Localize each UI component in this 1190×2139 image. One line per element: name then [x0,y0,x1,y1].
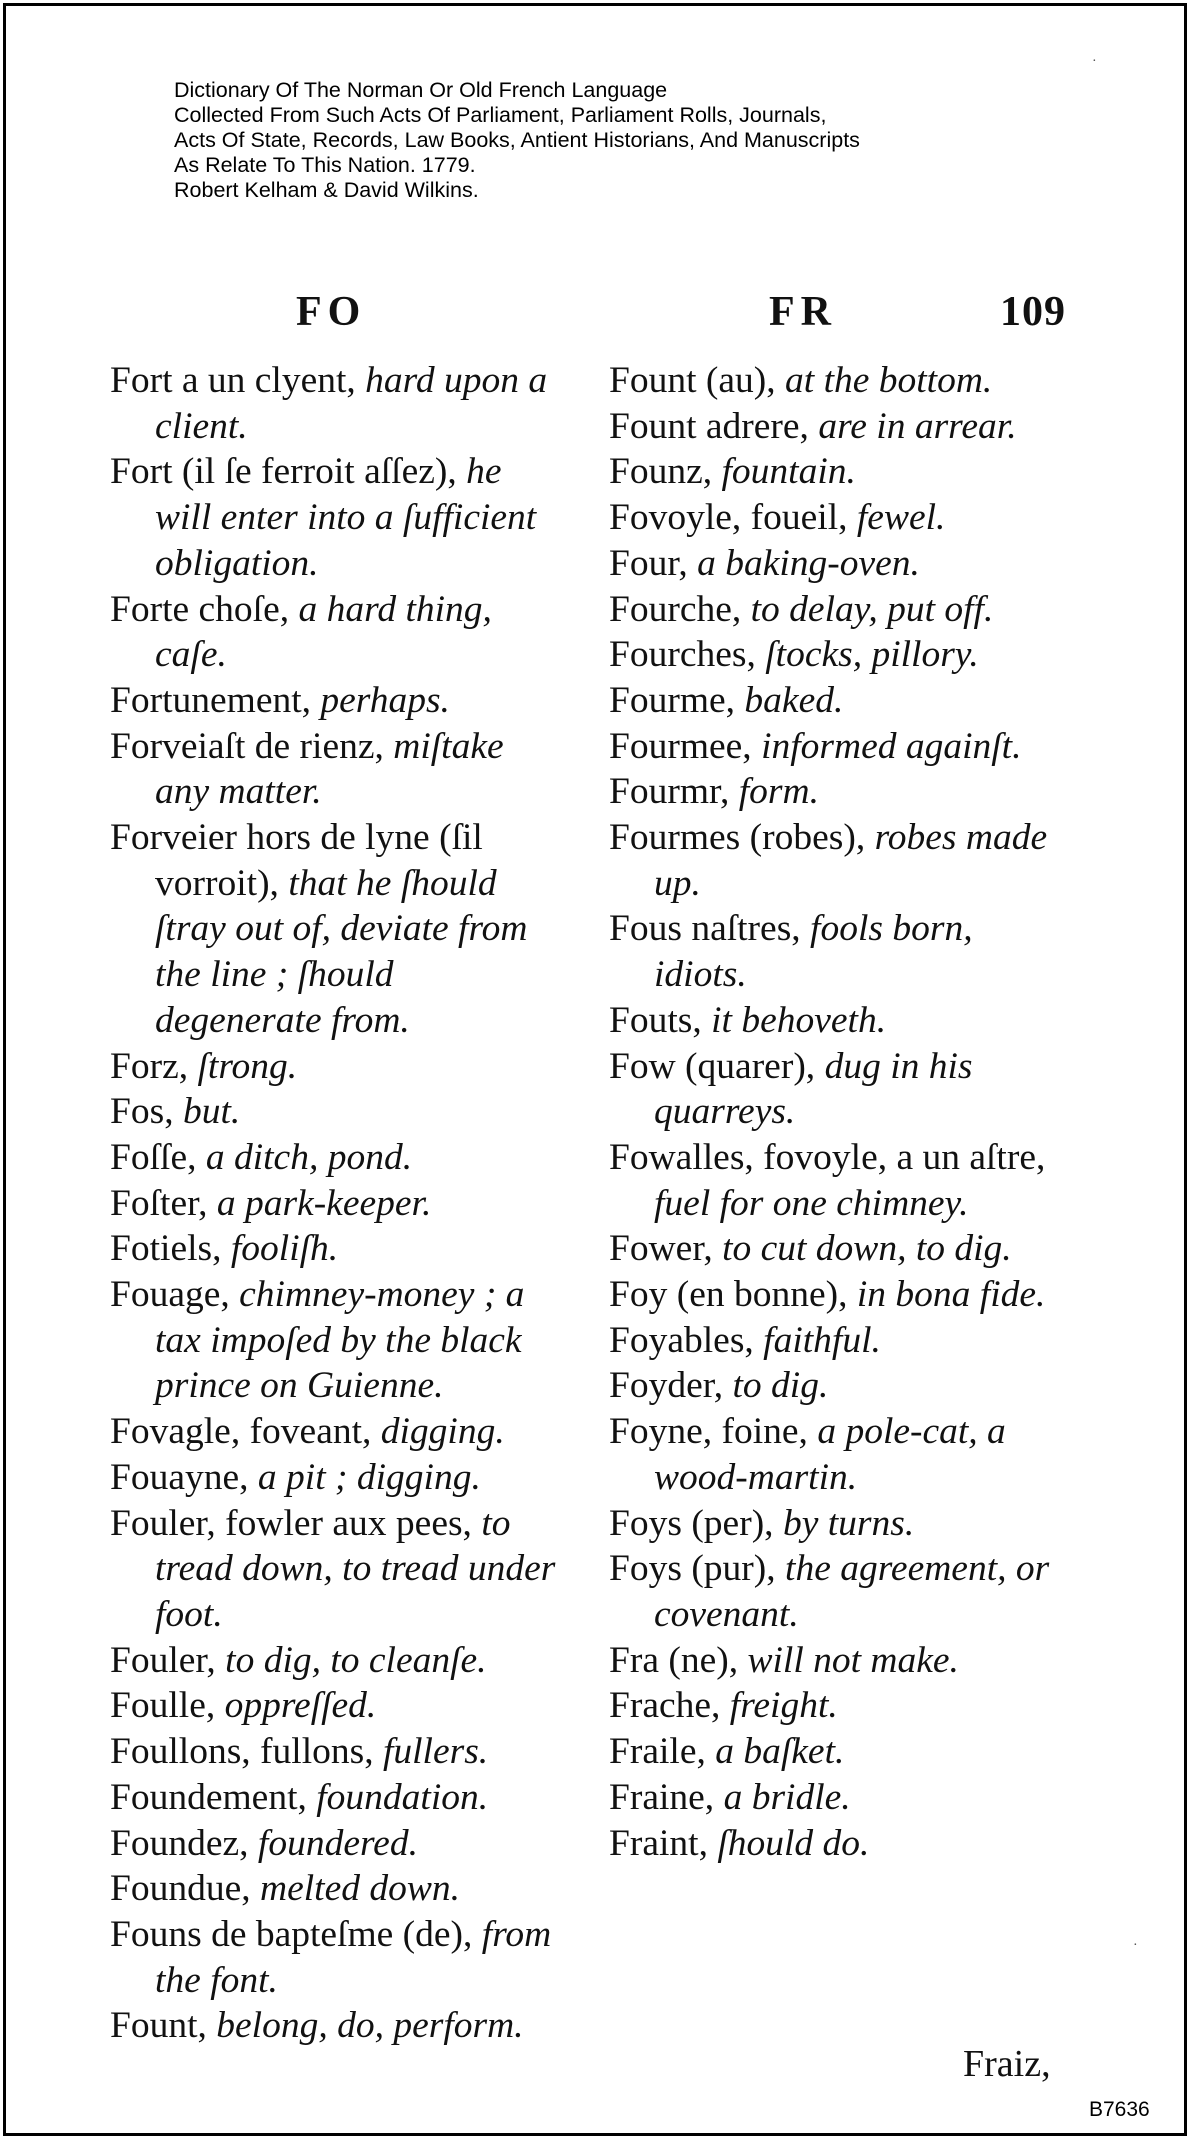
image-code: B7636 [1089,2098,1150,2121]
dictionary-entry [110,724,566,815]
entry-definition: fooliſh. [230,1228,339,1270]
entry-headword: Fourme, [609,679,736,721]
dictionary-entry [110,1135,566,1181]
entry-definition: chimney-money ; a tax impoſed by the black prince on Guienne. [155,1274,525,1407]
entry-definition: that he ſhould ſtray out of, deviate from the line ; ſhould degenerate from. [155,862,528,1041]
right-column [609,358,1069,1866]
entry-definition: the agreement, or covenant. [654,1548,1050,1635]
entry-definition: he will enter into a ſufficient obligation. [155,451,537,584]
entry-headword: Forveier hors de lyne (ſil vorroit), [110,817,483,904]
entry-headword: Fowalles, fovoyle, a un aſtre, [609,1136,1046,1178]
header-line: Collected From Such Acts Of Parliament, Parliament Rolls, Journals, [174,103,827,127]
entry-headword: Foyables, [609,1319,754,1361]
entry-definition: a pit ; digging. [257,1456,481,1498]
entry-headword: Fouage, [110,1274,230,1316]
entry-headword: Fourches, [609,634,756,676]
entry-headword: Fourmee, [609,725,752,767]
dictionary-entry [609,1501,1069,1547]
entry-definition: a baking-oven. [697,542,920,584]
dictionary-entry [609,632,1069,678]
entry-headword: Fount, [110,2005,207,2047]
entry-headword: Foyne, foine, [609,1411,808,1453]
entry-headword: Fouts, [609,999,702,1041]
dictionary-entry [609,1363,1069,1409]
dictionary-entry [110,1638,566,1684]
entry-headword: Fraine, [609,1776,715,1818]
dictionary-entry [110,1455,566,1501]
dictionary-entry [609,815,1069,906]
dictionary-entry [609,998,1069,1044]
entry-definition: belong, do, perform. [216,2005,524,2047]
entry-definition: faithful. [763,1319,881,1361]
entry-definition: to dig, to cleanſe. [225,1639,487,1681]
page-number: 109 [1000,289,1066,335]
dictionary-entry [110,1272,566,1409]
entry-headword: Fotiels, [110,1228,222,1270]
entry-headword: Fouler, fowler aux pees, [110,1502,472,1544]
entry-headword: Fovagle, foveant, [110,1411,372,1453]
entry-definition: to cut down, to dig. [722,1228,1012,1270]
entry-definition: dug in his quarreys. [654,1045,973,1133]
entry-headword: Fous naſtres, [609,908,801,950]
entry-headword: Foundez, [110,1822,249,1864]
header-line: Acts Of State, Records, Law Books, Antient Historians, And Manuscripts [174,128,860,152]
entry-definition: informed againſt. [761,725,1022,767]
dictionary-entry [110,1729,566,1775]
entry-headword: Fort (il ſe ferroit aſſez), [110,451,457,493]
dictionary-entry [110,1501,566,1638]
dictionary-entry [609,678,1069,724]
entry-definition: a pole-cat, a wood-martin. [654,1411,1006,1498]
entry-definition: are in arrear. [818,405,1017,447]
entry-definition: by turns. [782,1502,915,1544]
entry-headword: Fort a un clyent, [110,360,356,401]
dictionary-entry [609,449,1069,495]
header-line: Dictionary Of The Norman Or Old French Language [174,78,668,102]
dictionary-entry [609,1729,1069,1775]
entry-headword: Fourche, [609,588,742,630]
entry-headword: Foys (per), [609,1502,774,1544]
entry-definition: a park-keeper. [216,1182,432,1224]
entry-definition: form. [738,771,819,813]
entry-definition: a hard thing, caſe. [155,588,492,676]
entry-definition: robes made up. [654,817,1048,904]
header-line: Robert Kelham & David Wilkins. [174,178,479,202]
entry-headword: Fount (au), [609,360,776,401]
dictionary-entry [110,678,566,724]
entry-definition: ſtrong. [197,1045,298,1087]
entry-headword: Fortunement, [110,679,312,721]
dictionary-entry [609,495,1069,541]
entry-definition: melted down. [260,1868,460,1910]
dictionary-entry [609,769,1069,815]
entry-headword: Foulle, [110,1685,216,1727]
speck-mark: · [1133,1938,1138,1953]
entry-headword: Fraile, [609,1731,706,1773]
entry-definition: from the font. [155,1913,552,2001]
entry-headword: Foundement, [110,1776,307,1818]
entry-headword: Fourmes (robes), [609,817,866,859]
dictionary-entry [110,1226,566,1272]
entry-headword: Fow (quarer), [609,1045,816,1087]
entry-headword: Fraint, [609,1822,708,1864]
dictionary-entry [110,1409,566,1455]
dictionary-entry [110,1821,566,1867]
entry-headword: Foys (pur), [609,1548,776,1590]
entry-definition: fullers. [382,1731,489,1773]
catchword: Fraiz, [963,2043,1051,2085]
entry-definition: fewel. [856,497,946,539]
entry-headword: Foundue, [110,1868,251,1910]
dictionary-entry [110,449,566,586]
dictionary-entry [609,906,1069,997]
entry-headword: Fourmr, [609,771,730,813]
entry-definition: foundation. [316,1776,489,1818]
entry-definition: but. [182,1091,241,1133]
entry-headword: Foſſe, [110,1136,197,1178]
dictionary-entry [110,2003,566,2049]
header-line: As Relate To This Nation. 1779. [174,153,476,177]
entry-definition: to tread down, to tread under foot. [155,1502,556,1635]
dictionary-entry [609,1683,1069,1729]
entry-headword: Fount adrere, [609,405,809,447]
dictionary-entry [609,1409,1069,1500]
entry-headword: Foſter, [110,1182,208,1224]
entry-definition: digging. [380,1411,505,1453]
dictionary-entry [609,587,1069,633]
entry-headword: Foullons, fullons, [110,1731,374,1773]
entry-headword: Fouler, [110,1639,216,1681]
entry-definition: freight. [729,1685,838,1727]
entry-definition: fountain. [721,451,856,493]
running-head-right: FR [769,289,837,335]
document-header [174,78,860,203]
entry-headword: Fower, [609,1228,713,1270]
dictionary-entry [609,1775,1069,1821]
dictionary-entry [609,724,1069,770]
entry-definition: hard upon a client. [155,360,548,447]
entry-headword: Forte choſe, [110,588,290,630]
entry-headword: Frache, [609,1685,721,1727]
entry-definition: at the bottom. [785,360,993,401]
dictionary-entry [609,1821,1069,1867]
entry-definition: foundered. [257,1822,418,1864]
dictionary-entry [609,1638,1069,1684]
dictionary-entry [609,1546,1069,1637]
dictionary-entry [609,1226,1069,1272]
entry-definition: will not make. [747,1639,959,1681]
entry-definition: perhaps. [320,679,450,721]
dictionary-entry [609,404,1069,450]
dictionary-entry [110,1775,566,1821]
running-head-left: FO [296,289,367,335]
dictionary-entry [609,1044,1069,1135]
entry-definition: fools born, idiots. [654,908,973,996]
dictionary-entry [110,1912,566,2003]
dictionary-entry [609,358,1069,404]
dictionary-entry [110,815,566,1044]
entry-definition: a bridle. [723,1776,851,1818]
dictionary-entry [110,1181,566,1227]
entry-headword: Fouayne, [110,1456,249,1498]
entry-headword: Four, [609,542,688,584]
entry-headword: Founs de bapteſme (de), [110,1913,473,1955]
entry-headword: Forveiaſt de rienz, [110,725,384,767]
entry-definition: baked. [744,679,844,721]
entry-definition: to delay, put off. [750,588,994,630]
entry-definition: in bona fide. [856,1274,1046,1316]
entry-headword: Fra (ne), [609,1639,739,1681]
dictionary-entry [609,1318,1069,1364]
dictionary-entry [609,1135,1069,1226]
dictionary-entry [609,1272,1069,1318]
entry-headword: Foyder, [609,1365,724,1407]
entry-headword: Forz, [110,1045,189,1087]
page-frame [3,3,1187,2136]
entry-definition: to dig. [732,1365,829,1407]
entry-headword: Fovoyle, foueil, [609,497,848,539]
entry-definition: ſhould do. [717,1822,870,1864]
dictionary-entry [110,1089,566,1135]
entry-headword: Foy (en bonne), [609,1274,848,1316]
dictionary-entry [110,358,566,449]
entry-definition: fuel for one chimney. [654,1182,969,1224]
entry-headword: Fos, [110,1091,174,1133]
entry-definition: a ditch, pond. [205,1136,413,1178]
entry-headword: Founz, [609,451,713,493]
entry-definition: a baſket. [715,1731,845,1773]
entry-definition: it behoveth. [711,999,887,1041]
entry-definition: ſtocks, pillory. [765,634,979,676]
left-column [110,358,566,2049]
entry-definition: oppreſſed. [224,1685,377,1727]
dictionary-entry [110,1683,566,1729]
dictionary-entry [110,1044,566,1090]
dictionary-entry [110,1866,566,1912]
entry-definition: miſtake any matter. [155,725,504,813]
speck-mark: · [1092,54,1097,69]
dictionary-entry [110,587,566,678]
dictionary-entry [609,541,1069,587]
